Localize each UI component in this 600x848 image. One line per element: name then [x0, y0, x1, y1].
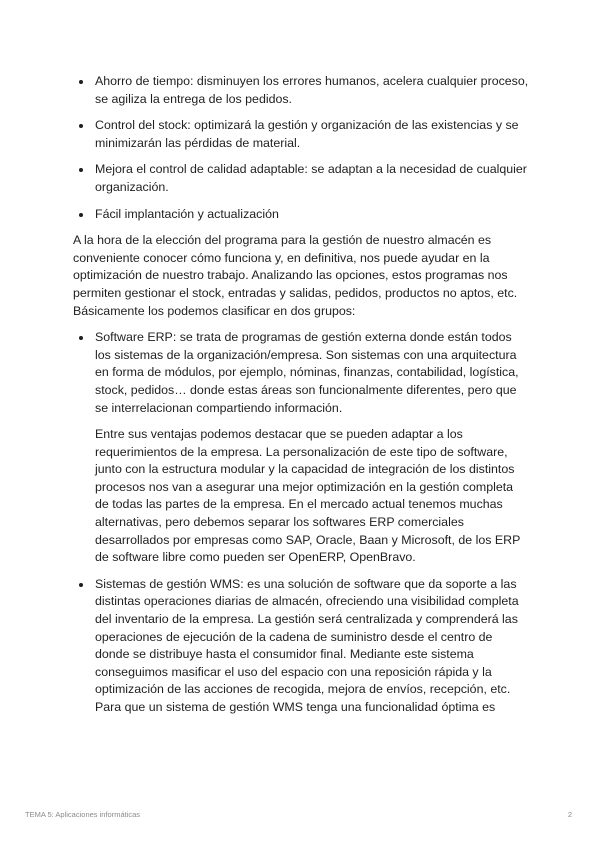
paragraph: Básicamente los podemos clasificar en dos grupos: — [73, 303, 356, 318]
advantages-list — [73, 73, 529, 223]
list-item-erp — [73, 329, 529, 567]
list-item: Control del stock: optimizará la gestión y organización de las existencias y se minimizarán las pérdidas de material. — [73, 117, 529, 152]
erp-subparagraph: Entre sus ventajas podemos destacar que se pueden adaptar a los requerimientos de la empresa. La personalización de este tipo de software, junto con la estructura modular y la capacidad de integración de los distintos procesos nos van a asegurar una mejor optimización en la gestión completa de todas las partes de la empresa. En el mercado actual tenemos muchas alternativas, pero debemos separar los softwares ERP comerciales desarrollados por empresas como SAP, Oracle, Baan y Microsoft, de los ERP de software libre como pueden ser OpenERP, OpenBravo. — [95, 427, 521, 565]
list-item: Mejora el control de calidad adaptable: se adaptan a la necesidad de cualquier organización. — [73, 161, 529, 196]
list-item-wms — [73, 576, 529, 717]
footer-title: TEMA 5: Aplicaciones informáticas — [25, 810, 141, 819]
paragraph: A la hora de la elección del programa para la gestión de nuestro almacén es conveniente conocer cómo funciona y, en definitiva, nos puede ayudar en la optimización de nuestro trabajo. Analizando las opciones, estos programas nos permiten gestionar el stock, entradas y salidas, pedidos, productos no aptos, etc. — [73, 233, 518, 300]
wms-subparagraph: Para que un sistema de gestión WMS tenga una funcionalidad óptima es — [95, 700, 496, 714]
wms-text: Sistemas de gestión WMS: es una solución de software que da soporte a las distintas operaciones diarias de almacén, ofreciendo una visibilidad completa del inventario de la empresa. La gestión será centralizada y comprenderá las operaciones de ejecución de la cadena de suministro desde el centro de donde se distribuye hasta el consumidor final. Mediante este sistema conseguimos masificar el uso del espacio con una reposición rápida y la optimización de las acciones de recogida, mejora de envíos, recepción, etc. — [95, 576, 519, 697]
groups-list — [73, 329, 529, 716]
erp-text: Software ERP: se trata de programas de gestión externa donde están todos los sistemas de la organización/empresa. Son sistemas con una arquitectura en forma de módulos, por ejemplo, nóminas, finanzas, contabilidad, logística, stock, pedidos… donde estas áreas son funcionalmente diferentes, pero que se interrelacionan compartiendo información. — [95, 330, 519, 415]
page-footer — [25, 810, 572, 819]
page-content — [73, 73, 529, 717]
list-item: Fácil implantación y actualización — [73, 206, 529, 224]
list-item: Ahorro de tiempo: disminuyen los errores humanos, acelera cualquier proceso, se agiliza la entrega de los pedidos. — [73, 73, 529, 108]
page-number: 2 — [567, 810, 572, 819]
